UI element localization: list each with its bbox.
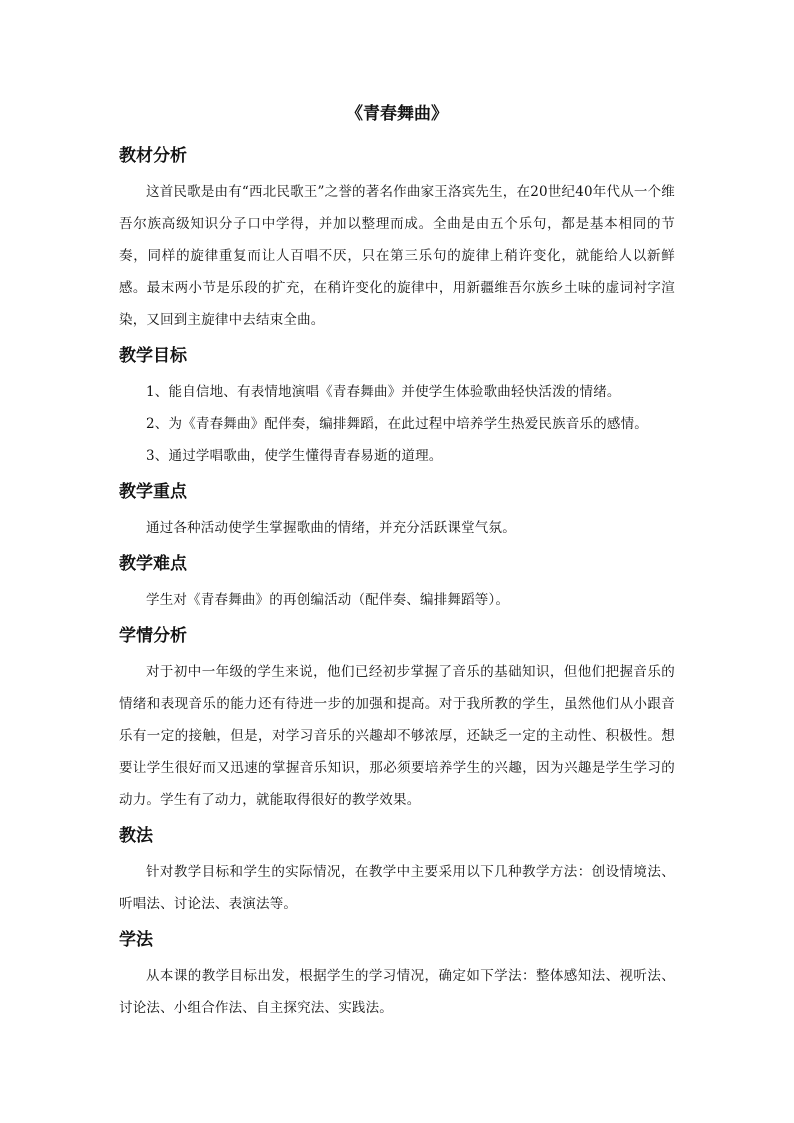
section-heading: 教学目标 <box>119 346 187 366</box>
section-paragraph: 通过各种活动使学生掌握歌曲的情绪，并充分活跃课堂气氛。 <box>146 520 516 536</box>
section-heading: 教学难点 <box>119 554 187 574</box>
goal-item: 1、能自信地、有表情地演唱《青春舞曲》并使学生体验歌曲轻快活泼的情绪。 <box>146 384 621 400</box>
section-key-points <box>119 478 675 544</box>
section-student-analysis <box>119 622 675 816</box>
document-title: 《青春舞曲》 <box>346 104 448 124</box>
section-paragraph: 从本课的教学目标出发，根据学生的学习情况，确定如下学法：整体感知法、视听法、讨论法、小组合作法、自主探究法、实践法。 <box>119 968 675 1016</box>
goal-item: 3、通过学唱歌曲，使学生懂得青春易逝的道理。 <box>146 448 443 464</box>
section-heading: 学情分析 <box>119 626 187 646</box>
section-difficult-points <box>119 550 675 616</box>
section-heading: 学法 <box>119 930 153 950</box>
section-paragraph: 学生对《青春舞曲》的再创编活动（配伴奏、编排舞蹈等）。 <box>146 592 510 608</box>
goal-item: 2、为《青春舞曲》配伴奏，编排舞蹈，在此过程中培养学生热爱民族音乐的感情。 <box>146 416 648 432</box>
section-material-analysis <box>119 142 675 336</box>
section-paragraph: 这首民歌是由有“西北民歌王”之誉的著名作曲家王洛宾先生，在20世纪40年代从一个维吾尔族高级知识分子口中学得，并加以整理而成。全曲是由五个乐句，都是基本相同的节奏，同样的旋律重复而让人百唱不厌，只在第三乐句的旋律上稍许变化，就能给人以新鲜感。最末两小节是乐段的扩充，在稍许变化的旋律中，用新疆维吾尔族乡土味的虚词衬字渲染，又回到主旋律中去结束全曲。 <box>119 184 675 328</box>
section-learning-methods <box>119 926 675 1024</box>
section-heading: 教法 <box>119 826 153 846</box>
section-teaching-methods <box>119 822 675 920</box>
section-heading: 教学重点 <box>119 482 187 502</box>
section-paragraph: 对于初中一年级的学生来说，他们已经初步掌握了音乐的基础知识，但他们把握音乐的情绪和表现音乐的能力还有待进一步的加强和提高。对于我所教的学生，虽然他们从小跟音乐有一定的接触，但是，对学习音乐的兴趣却不够浓厚，还缺乏一定的主动性、积极性。想要让学生很好而又迅速的掌握音乐知识，那必须要培养学生的兴趣，因为兴趣是学生学习的动力。学生有了动力，就能取得很好的教学效果。 <box>119 664 675 808</box>
section-teaching-goals <box>119 342 675 472</box>
section-paragraph: 针对教学目标和学生的实际情况，在教学中主要采用以下几种教学方法：创设情境法、听唱法、讨论法、表演法等。 <box>119 864 675 912</box>
section-heading: 教材分析 <box>119 146 187 166</box>
document-page <box>119 100 675 1024</box>
